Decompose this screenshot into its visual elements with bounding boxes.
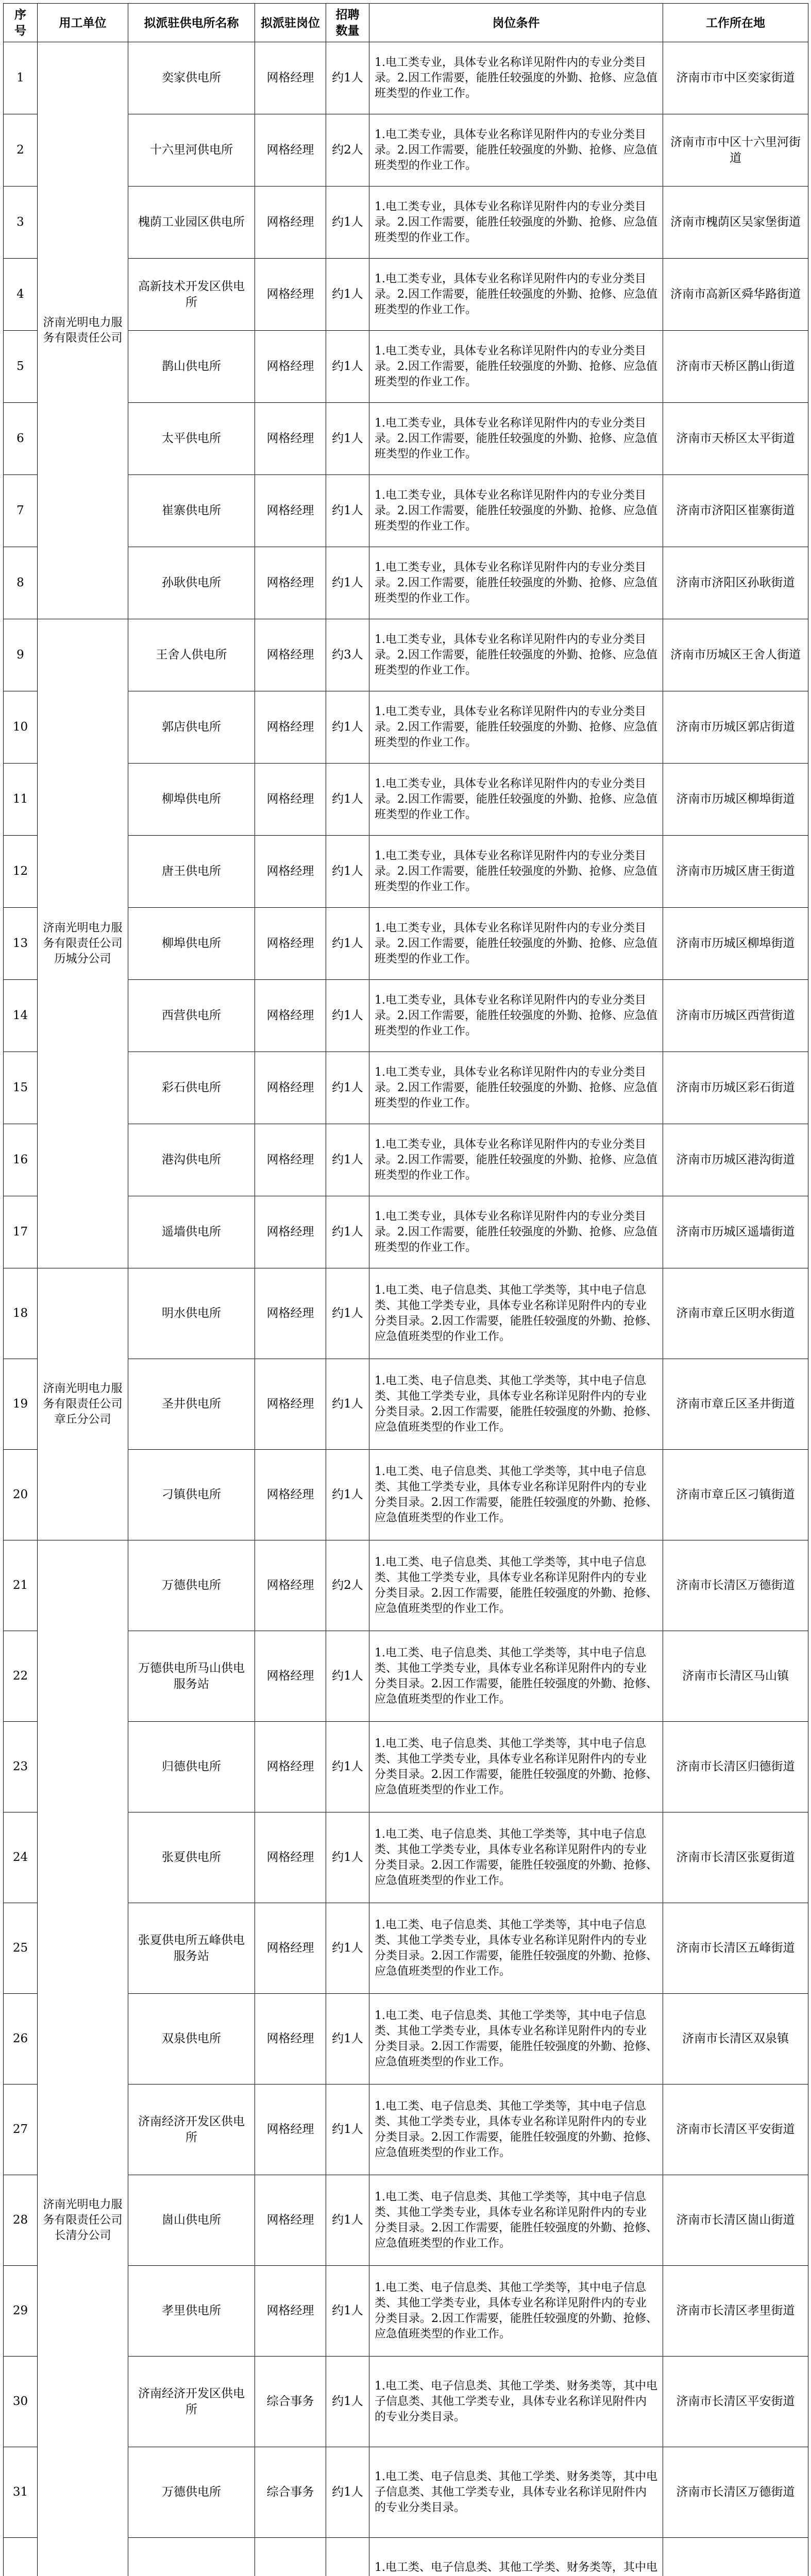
work-location: 济南市天桥区太平街道 — [663, 403, 808, 475]
header-post: 拟派驻岗位 — [255, 4, 326, 42]
table-row — [4, 1540, 808, 1631]
hire-count: 约1人 — [326, 1994, 369, 2084]
hire-count: 约1人 — [326, 403, 369, 475]
station-name: 彩石供电所 — [128, 1052, 255, 1124]
station-name: 孙耿供电所 — [128, 547, 255, 619]
row-number: 26 — [4, 1994, 38, 2084]
post-name: 网格经理 — [255, 1631, 326, 1722]
hire-count: 约1人 — [326, 1903, 369, 1994]
work-location: 济南市高新区舜华路街道 — [663, 259, 808, 331]
station-name: 槐荫工业园区供电所 — [128, 187, 255, 259]
work-location: 济南市历城区遥墙街道 — [663, 1196, 808, 1268]
post-requirements: 1.电工类、电子信息类、其他工学类等，其中电子信息类、其他工学类专业，具体专业名称详见附件内的专业分类目录。2.因工作需要，能胜任较强度的外勤、抢修、应急值班类型的作业工作。 — [369, 2266, 663, 2357]
hire-count: 约3人 — [326, 619, 369, 691]
post-name: 网格经理 — [255, 1052, 326, 1124]
post-name: 网格经理 — [255, 1196, 326, 1268]
row-number: 12 — [4, 836, 38, 908]
post-requirements: 1.电工类、电子信息类、其他工学类、财务类等，其中电子信息类、其他工学类专业，具体专业名称详见附件内的专业分类目录。 — [369, 2357, 663, 2447]
hire-count: 约1人 — [326, 1359, 369, 1450]
work-location: 济南市长清区马山镇 — [663, 1631, 808, 1722]
post-requirements: 1.电工类、电子信息类、其他工学类等，其中电子信息类、其他工学类专业，具体专业名称详见附件内的专业分类目录。2.因工作需要，能胜任较强度的外勤、抢修、应急值班类型的作业工作。 — [369, 1359, 663, 1450]
header-location: 工作所在地 — [663, 4, 808, 42]
work-location: 济南市长清区万德街道 — [663, 2447, 808, 2538]
post-name: 网格经理 — [255, 980, 326, 1052]
station-name: 郭店供电所 — [128, 691, 255, 764]
row-number: 21 — [4, 1540, 38, 1631]
station-name: 柳埠供电所 — [128, 764, 255, 836]
post-requirements: 1.电工类专业，具体专业名称详见附件内的专业分类目录。2.因工作需要，能胜任较强度的外勤、抢修、应急值班类型的作业工作。 — [369, 836, 663, 908]
work-location: 济南市济阳区孙耿街道 — [663, 547, 808, 619]
row-number: 29 — [4, 2266, 38, 2357]
hire-count: 约1人 — [326, 980, 369, 1052]
post-name: 网格经理 — [255, 1124, 326, 1196]
row-number: 20 — [4, 1450, 38, 1540]
work-location: 济南市章丘区刁镇街道 — [663, 1450, 808, 1540]
row-number: 8 — [4, 547, 38, 619]
work-location: 济南市长清区平安街道 — [663, 2084, 808, 2175]
station-name: 崮山供电所 — [128, 2175, 255, 2266]
post-requirements: 1.电工类专业，具体专业名称详见附件内的专业分类目录。2.因工作需要，能胜任较强度的外勤、抢修、应急值班类型的作业工作。 — [369, 1124, 663, 1196]
row-number: 16 — [4, 1124, 38, 1196]
hire-count: 约1人 — [326, 475, 369, 547]
row-number: 18 — [4, 1268, 38, 1359]
post-requirements: 1.电工类专业，具体专业名称详见附件内的专业分类目录。2.因工作需要，能胜任较强度的外勤、抢修、应急值班类型的作业工作。 — [369, 331, 663, 403]
post-name: 网格经理 — [255, 114, 326, 187]
post-requirements: 1.电工类专业，具体专业名称详见附件内的专业分类目录。2.因工作需要，能胜任较强度的外勤、抢修、应急值班类型的作业工作。 — [369, 475, 663, 547]
hire-count: 约1人 — [326, 836, 369, 908]
post-requirements: 1.电工类、电子信息类、其他工学类等，其中电子信息类、其他工学类专业，具体专业名称详见附件内的专业分类目录。2.因工作需要，能胜任较强度的外勤、抢修、应急值班类型的作业工作。 — [369, 2084, 663, 2175]
hire-count: 约1人 — [326, 1268, 369, 1359]
post-name: 网格经理 — [255, 1540, 326, 1631]
employer-unit: 济南光明电力服务有限责任公司章丘分公司 — [38, 1268, 128, 1540]
post-requirements: 1.电工类专业，具体专业名称详见附件内的专业分类目录。2.因工作需要，能胜任较强度的外勤、抢修、应急值班类型的作业工作。 — [369, 619, 663, 691]
post-name: 网格经理 — [255, 2175, 326, 2266]
station-name: 西营供电所 — [128, 980, 255, 1052]
post-requirements: 1.电工类专业，具体专业名称详见附件内的专业分类目录。2.因工作需要，能胜任较强度的外勤、抢修、应急值班类型的作业工作。 — [369, 764, 663, 836]
row-number: 22 — [4, 1631, 38, 1722]
hire-count: 约1人 — [326, 259, 369, 331]
hire-count: 约1人 — [326, 1196, 369, 1268]
station-name: 张夏供电所五峰供电服务站 — [128, 1903, 255, 1994]
hire-count: 约1人 — [326, 187, 369, 259]
header-requirements: 岗位条件 — [369, 4, 663, 42]
row-number: 14 — [4, 980, 38, 1052]
post-name: 网格经理 — [255, 836, 326, 908]
row-number: 28 — [4, 2175, 38, 2266]
work-location — [663, 2538, 808, 2576]
row-number — [4, 2538, 38, 2576]
header-count: 招聘数量 — [326, 4, 369, 42]
post-name: 网格经理 — [255, 187, 326, 259]
station-name: 刁镇供电所 — [128, 1450, 255, 1540]
post-requirements: 1.电工类专业，具体专业名称详见附件内的专业分类目录。2.因工作需要，能胜任较强度的外勤、抢修、应急值班类型的作业工作。 — [369, 691, 663, 764]
row-number: 11 — [4, 764, 38, 836]
post-name: 网格经理 — [255, 1359, 326, 1450]
post-name: 网格经理 — [255, 764, 326, 836]
post-requirements: 1.电工类、电子信息类、其他工学类等，其中电子信息类、其他工学类专业，具体专业名称详见附件内的专业分类目录。2.因工作需要，能胜任较强度的外勤、抢修、应急值班类型的作业工作。 — [369, 1812, 663, 1903]
row-number: 24 — [4, 1812, 38, 1903]
hire-count: 约1人 — [326, 908, 369, 980]
row-number: 3 — [4, 187, 38, 259]
post-name: 综合事务 — [255, 2357, 326, 2447]
post-name: 网格经理 — [255, 475, 326, 547]
post-name: 网格经理 — [255, 42, 326, 114]
row-number: 4 — [4, 259, 38, 331]
row-number: 9 — [4, 619, 38, 691]
station-name: 太平供电所 — [128, 403, 255, 475]
post-requirements: 1.电工类、电子信息类、其他工学类等，其中电子信息类、其他工学类专业，具体专业名称详见附件内的专业分类目录。2.因工作需要，能胜任较强度的外勤、抢修、应急值班类型的作业工作。 — [369, 1722, 663, 1812]
page — [0, 3, 811, 2576]
work-location: 济南市天桥区鹊山街道 — [663, 331, 808, 403]
hire-count: 约2人 — [326, 1540, 369, 1631]
row-number: 15 — [4, 1052, 38, 1124]
hire-count: 约1人 — [326, 1722, 369, 1812]
post-requirements: 1.电工类、电子信息类、其他工学类等，其中电子信息类、其他工学类专业，具体专业名称详见附件内的专业分类目录。2.因工作需要，能胜任较强度的外勤、抢修、应急值班类型的作业工作。 — [369, 1540, 663, 1631]
hire-count: 约1人 — [326, 1052, 369, 1124]
post-requirements: 1.电工类专业，具体专业名称详见附件内的专业分类目录。2.因工作需要，能胜任较强度的外勤、抢修、应急值班类型的作业工作。 — [369, 114, 663, 187]
work-location: 济南市历城区港沟街道 — [663, 1124, 808, 1196]
station-name: 归德供电所 — [128, 1722, 255, 1812]
post-name: 网格经理 — [255, 547, 326, 619]
work-location: 济南市章丘区明水街道 — [663, 1268, 808, 1359]
hire-count: 约1人 — [326, 1631, 369, 1722]
post-requirements: 1.电工类专业，具体专业名称详见附件内的专业分类目录。2.因工作需要，能胜任较强度的外勤、抢修、应急值班类型的作业工作。 — [369, 908, 663, 980]
work-location: 济南市历城区柳埠街道 — [663, 908, 808, 980]
row-number: 27 — [4, 2084, 38, 2175]
post-name: 网格经理 — [255, 1903, 326, 1994]
station-name: 柳埠供电所 — [128, 908, 255, 980]
post-requirements: 1.电工类专业，具体专业名称详见附件内的专业分类目录。2.因工作需要，能胜任较强度的外勤、抢修、应急值班类型的作业工作。 — [369, 259, 663, 331]
station-name: 济南经济开发区供电所 — [128, 2084, 255, 2175]
station-name: 张夏供电所 — [128, 1812, 255, 1903]
post-requirements: 1.电工类专业，具体专业名称详见附件内的专业分类目录。2.因工作需要，能胜任较强度的外勤、抢修、应急值班类型的作业工作。 — [369, 980, 663, 1052]
work-location: 济南市历城区彩石街道 — [663, 1052, 808, 1124]
hire-count: 约1人 — [326, 1124, 369, 1196]
station-name: 明水供电所 — [128, 1268, 255, 1359]
work-location: 济南市历城区郭店街道 — [663, 691, 808, 764]
hire-count: 约1人 — [326, 1450, 369, 1540]
row-number: 30 — [4, 2357, 38, 2447]
post-name: 网格经理 — [255, 691, 326, 764]
station-name: 孝里供电所 — [128, 2266, 255, 2357]
post-requirements: 1.电工类、电子信息类、其他工学类等，其中电子信息类、其他工学类专业，具体专业名称详见附件内的专业分类目录。2.因工作需要，能胜任较强度的外勤、抢修、应急值班类型的作业工作。 — [369, 1268, 663, 1359]
row-number: 1 — [4, 42, 38, 114]
post-name: 网格经理 — [255, 2266, 326, 2357]
post-requirements: 1.电工类、电子信息类、其他工学类等，其中电子信息类、其他工学类专业，具体专业名称详见附件内的专业分类目录。2.因工作需要，能胜任较强度的外勤、抢修、应急值班类型的作业工作。 — [369, 1450, 663, 1540]
table-body — [4, 42, 808, 2576]
work-location: 济南市历城区王舍人街道 — [663, 619, 808, 691]
station-name: 万德供电所 — [128, 1540, 255, 1631]
post-requirements: 1.电工类专业，具体专业名称详见附件内的专业分类目录。2.因工作需要，能胜任较强度的外勤、抢修、应急值班类型的作业工作。 — [369, 187, 663, 259]
work-location: 济南市历城区柳埠街道 — [663, 764, 808, 836]
hire-count: 约2人 — [326, 114, 369, 187]
post-requirements: 1.电工类、电子信息类、其他工学类等，其中电子信息类、其他工学类专业，具体专业名称详见附件内的专业分类目录。2.因工作需要，能胜任较强度的外勤、抢修、应急值班类型的作业工作。 — [369, 1631, 663, 1722]
row-number: 19 — [4, 1359, 38, 1450]
recruitment-table — [3, 3, 808, 2576]
post-name: 网格经理 — [255, 1812, 326, 1903]
work-location: 济南市长清区张夏街道 — [663, 1812, 808, 1903]
hire-count: 约1人 — [326, 2357, 369, 2447]
post-name — [255, 2538, 326, 2576]
post-requirements: 1.电工类、电子信息类、其他工学类等，其中电子信息类、其他工学类专业，具体专业名称详见附件内的专业分类目录。2.因工作需要，能胜任较强度的外勤、抢修、应急值班类型的作业工作。 — [369, 2175, 663, 2266]
row-number: 7 — [4, 475, 38, 547]
work-location: 济南市长清区孝里街道 — [663, 2266, 808, 2357]
row-number: 6 — [4, 403, 38, 475]
post-name: 网格经理 — [255, 619, 326, 691]
hire-count: 约1人 — [326, 2175, 369, 2266]
post-requirements: 1.电工类、电子信息类、其他工学类等，其中电子信息类、其他工学类专业，具体专业名称详见附件内的专业分类目录。2.因工作需要，能胜任较强度的外勤、抢修、应急值班类型的作业工作。 — [369, 1994, 663, 2084]
work-location: 济南市历城区西营街道 — [663, 980, 808, 1052]
station-name: 遥墙供电所 — [128, 1196, 255, 1268]
hire-count: 约1人 — [326, 691, 369, 764]
post-requirements: 1.电工类专业，具体专业名称详见附件内的专业分类目录。2.因工作需要，能胜任较强度的外勤、抢修、应急值班类型的作业工作。 — [369, 1196, 663, 1268]
station-name: 奕家供电所 — [128, 42, 255, 114]
post-requirements: 1.电工类专业，具体专业名称详见附件内的专业分类目录。2.因工作需要，能胜任较强度的外勤、抢修、应急值班类型的作业工作。 — [369, 42, 663, 114]
work-location: 济南市长清区五峰街道 — [663, 1903, 808, 1994]
hire-count: 约1人 — [326, 331, 369, 403]
post-requirements: 1.电工类专业，具体专业名称详见附件内的专业分类目录。2.因工作需要，能胜任较强度的外勤、抢修、应急值班类型的作业工作。 — [369, 403, 663, 475]
post-name: 网格经理 — [255, 331, 326, 403]
header-station: 拟派驻供电所名称 — [128, 4, 255, 42]
row-number: 10 — [4, 691, 38, 764]
hire-count: 约1人 — [326, 2084, 369, 2175]
table-header-row — [4, 4, 808, 42]
row-number: 17 — [4, 1196, 38, 1268]
work-location: 济南市槐荫区吴家堡街道 — [663, 187, 808, 259]
hire-count: 约1人 — [326, 547, 369, 619]
work-location: 济南市市中区奕家街道 — [663, 42, 808, 114]
header-no: 序号 — [4, 4, 38, 42]
employer-unit: 济南光明电力服务有限责任公司长清分公司 — [38, 1540, 128, 2576]
work-location: 济南市历城区唐王街道 — [663, 836, 808, 908]
post-name: 网格经理 — [255, 1268, 326, 1359]
table-row — [4, 1268, 808, 1359]
post-name: 网格经理 — [255, 403, 326, 475]
post-requirements: 1.电工类、电子信息类、其他工学类等，其中电子信息类、其他工学类专业，具体专业名称详见附件内的专业分类目录。2.因工作需要，能胜任较强度的外勤、抢修、应急值班类型的作业工作。 — [369, 1903, 663, 1994]
row-number: 23 — [4, 1722, 38, 1812]
table-row — [4, 619, 808, 691]
hire-count: 约1人 — [326, 764, 369, 836]
employer-unit: 济南光明电力服务有限责任公司历城分公司 — [38, 619, 128, 1268]
post-name: 综合事务 — [255, 2447, 326, 2538]
post-requirements: 1.电工类专业，具体专业名称详见附件内的专业分类目录。2.因工作需要，能胜任较强度的外勤、抢修、应急值班类型的作业工作。 — [369, 547, 663, 619]
station-name: 高新技术开发区供电所 — [128, 259, 255, 331]
station-name: 十六里河供电所 — [128, 114, 255, 187]
row-number: 31 — [4, 2447, 38, 2538]
header-unit: 用工单位 — [38, 4, 128, 42]
work-location: 济南市长清区归德街道 — [663, 1722, 808, 1812]
post-name: 网格经理 — [255, 1994, 326, 2084]
post-name: 网格经理 — [255, 1722, 326, 1812]
post-requirements: 1.电工类专业，具体专业名称详见附件内的专业分类目录。2.因工作需要，能胜任较强度的外勤、抢修、应急值班类型的作业工作。 — [369, 1052, 663, 1124]
row-number: 2 — [4, 114, 38, 187]
station-name: 唐王供电所 — [128, 836, 255, 908]
post-requirements: 1.电工类、电子信息类、其他工学类、财务类等，其中电 — [369, 2538, 663, 2576]
post-name: 网格经理 — [255, 2084, 326, 2175]
hire-count — [326, 2538, 369, 2576]
work-location: 济南市长清区崮山街道 — [663, 2175, 808, 2266]
post-name: 网格经理 — [255, 908, 326, 980]
employer-unit: 济南光明电力服务有限责任公司 — [38, 42, 128, 619]
station-name: 鹊山供电所 — [128, 331, 255, 403]
work-location: 济南市济阳区崔寨街道 — [663, 475, 808, 547]
station-name: 圣井供电所 — [128, 1359, 255, 1450]
station-name: 双泉供电所 — [128, 1994, 255, 2084]
hire-count: 约1人 — [326, 42, 369, 114]
station-name: 港沟供电所 — [128, 1124, 255, 1196]
row-number: 25 — [4, 1903, 38, 1994]
post-requirements: 1.电工类、电子信息类、其他工学类、财务类等，其中电子信息类、其他工学类专业，具体专业名称详见附件内的专业分类目录。 — [369, 2447, 663, 2538]
work-location: 济南市章丘区圣井街道 — [663, 1359, 808, 1450]
work-location: 济南市长清区万德街道 — [663, 1540, 808, 1631]
station-name: 万德供电所 — [128, 2447, 255, 2538]
station-name — [128, 2538, 255, 2576]
hire-count: 约1人 — [326, 2447, 369, 2538]
post-name: 网格经理 — [255, 1450, 326, 1540]
work-location: 济南市长清区平安街道 — [663, 2357, 808, 2447]
work-location: 济南市市中区十六里河街道 — [663, 114, 808, 187]
work-location: 济南市长清区双泉镇 — [663, 1994, 808, 2084]
hire-count: 约1人 — [326, 2266, 369, 2357]
station-name: 济南经济开发区供电所 — [128, 2357, 255, 2447]
row-number: 13 — [4, 908, 38, 980]
hire-count: 约1人 — [326, 1812, 369, 1903]
post-name: 网格经理 — [255, 259, 326, 331]
row-number: 5 — [4, 331, 38, 403]
station-name: 崔寨供电所 — [128, 475, 255, 547]
table-row — [4, 42, 808, 114]
station-name: 万德供电所马山供电服务站 — [128, 1631, 255, 1722]
station-name: 王舍人供电所 — [128, 619, 255, 691]
